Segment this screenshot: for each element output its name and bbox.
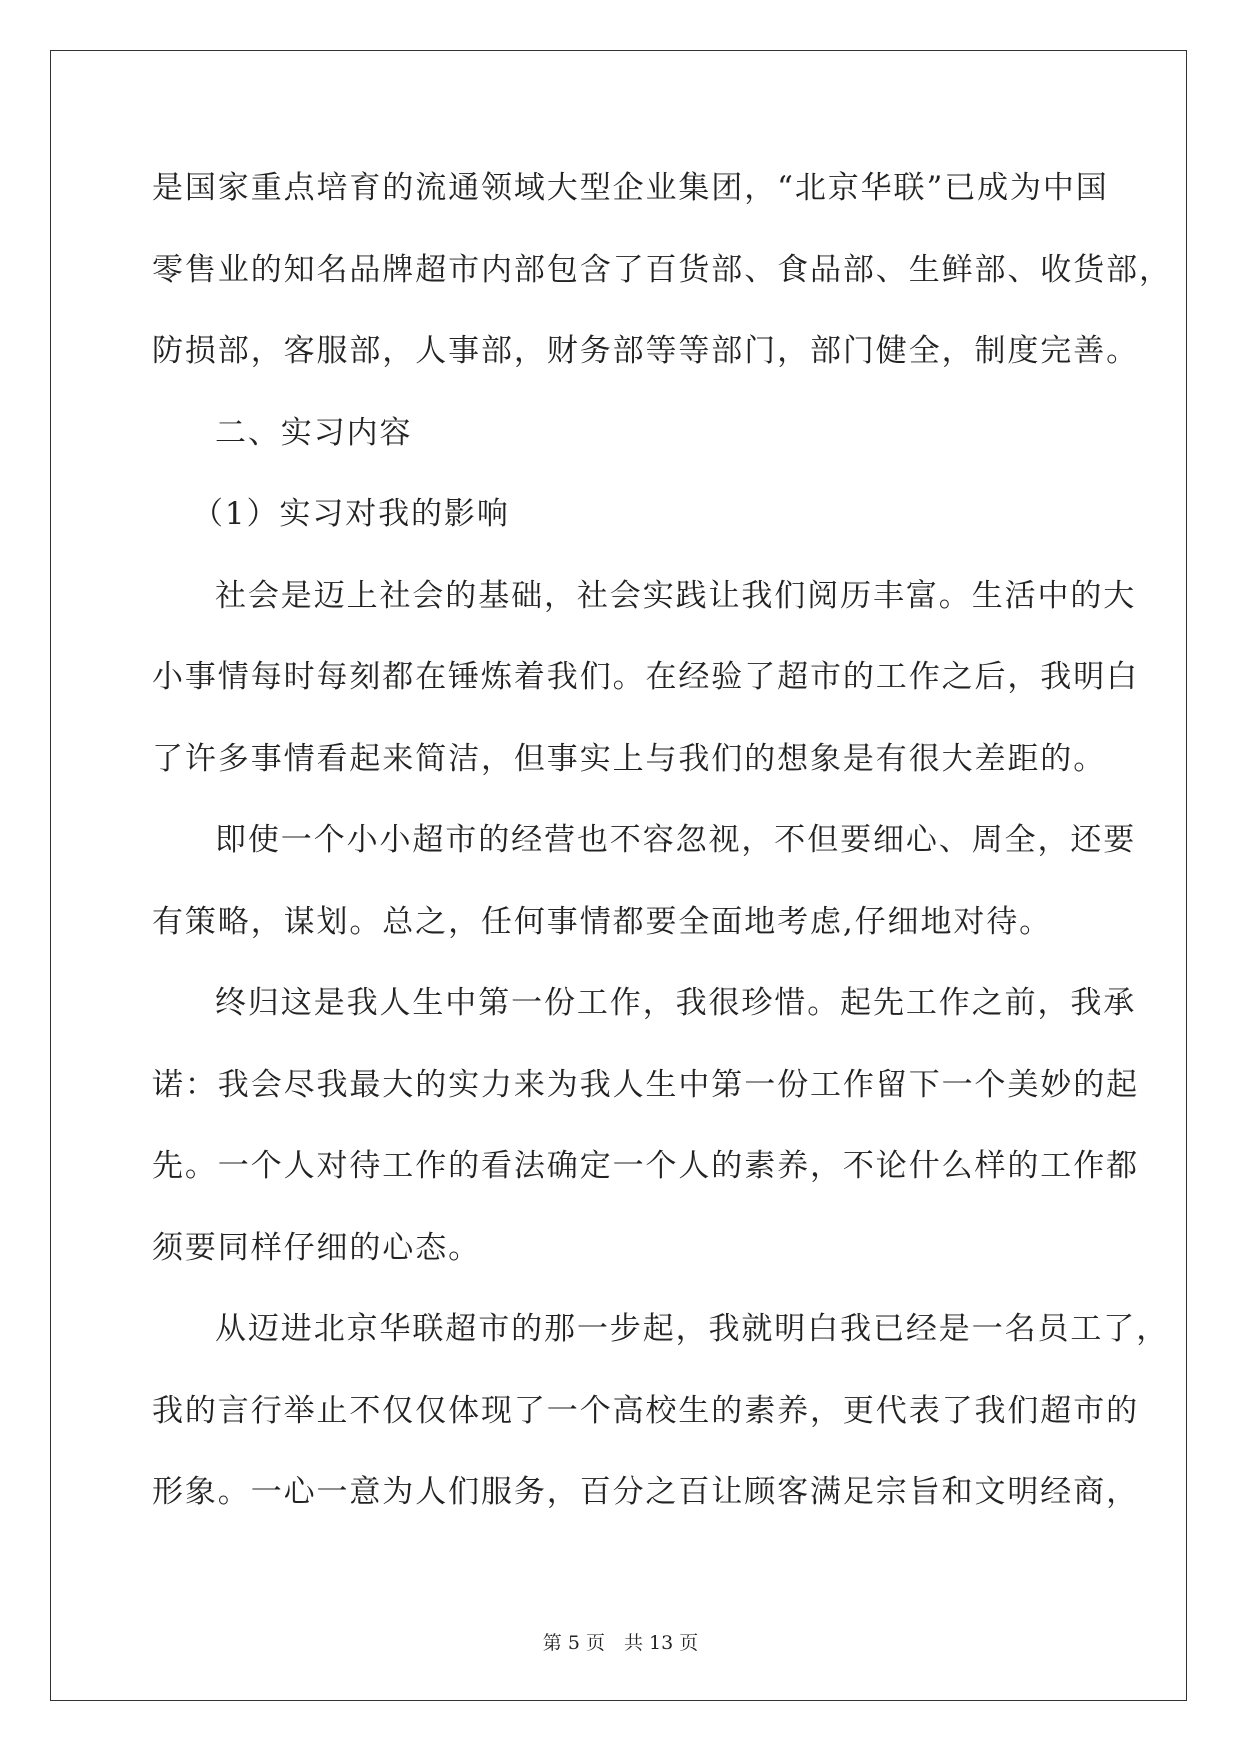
text-line: 我的言行举止不仅仅体现了一个高校生的素养，更代表了我们超市的 — [152, 1392, 1139, 1429]
subsection-heading: （1）实习对我的影响 — [192, 496, 510, 532]
text-line: 形象。一心一意为人们服务，百分之百让顾客满足宗旨和文明经商， — [152, 1474, 1139, 1510]
text-line: 有策略，谋划。总之，任何事情都要全面地考虑,仔细地对待。 — [152, 903, 1053, 940]
text-line: 须要同样仔细的心态。 — [152, 1229, 481, 1266]
paragraph-first-line: 社会是迈上社会的基础，社会实践让我们阅历丰富。生活中的大 — [215, 577, 1137, 614]
text-line: 是国家重点培育的流通领域大型企业集团，“北京华联”已成为中国 — [152, 170, 1109, 206]
text-line: 诺：我会尽我最大的实力来为我人生中第一份工作留下一个美妙的起 — [152, 1066, 1139, 1103]
section-heading: 二、实习内容 — [215, 414, 413, 451]
text-line: 小事情每时每刻都在锤炼着我们。在经验了超市的工作之后，我明白 — [152, 659, 1139, 695]
paragraph-first-line: 从迈进北京华联超市的那一步起，我就明白我已经是一名员工了， — [215, 1311, 1170, 1347]
text-line: 了许多事情看起来简洁，但事实上与我们的想象是有很大差距的。 — [152, 740, 1107, 777]
document-body — [152, 168, 1172, 1554]
paragraph-first-line: 终归这是我人生中第一份工作，我很珍惜。起先工作之前，我承 — [215, 985, 1137, 1021]
text-line: 零售业的知名品牌超市内部包含了百货部、食品部、生鲜部、收货部， — [152, 251, 1172, 288]
page-number-footer: 第 5 页 共 13 页 — [542, 1632, 699, 1654]
paragraph-first-line: 即使一个小小超市的经营也不容忽视，不但要细心、周全，还要 — [215, 822, 1137, 858]
text-line: 防损部，客服部，人事部，财务部等等部门，部门健全，制度完善。 — [152, 333, 1139, 369]
text-line: 先。一个人对待工作的看法确定一个人的素养，不论什么样的工作都 — [152, 1148, 1139, 1184]
